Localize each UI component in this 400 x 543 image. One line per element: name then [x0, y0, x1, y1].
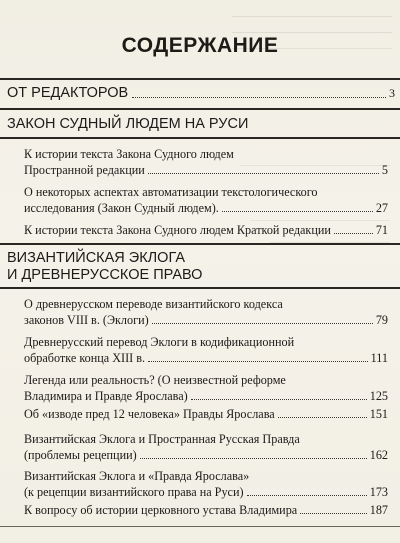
page-number: 111: [370, 351, 388, 365]
toc-entry[interactable]: [24, 468, 388, 500]
toc-entry[interactable]: [24, 406, 388, 422]
page-number: 125: [369, 389, 388, 403]
toc-entry[interactable]: [24, 296, 388, 328]
entry-text: Об «изводе пред 12 человека» Правды Ярослава: [24, 407, 275, 421]
entry-text: Византийская Эклога и Пространная Русская Правда: [24, 432, 300, 446]
page-number: 162: [369, 448, 388, 462]
dot-leader: [140, 457, 367, 459]
page-number: 173: [369, 485, 388, 499]
page-number: 187: [369, 503, 388, 517]
entry-text: ОТ РЕДАКТОРОВ: [7, 85, 129, 101]
toc-entry[interactable]: [24, 502, 388, 518]
entry-text: законов VIII в. (Эклоги): [24, 313, 149, 327]
section-heading-zakon-sudny: ЗАКОН СУДНЫЙ ЛЮДЕМ НА РУСИ: [7, 116, 249, 132]
dot-leader: [300, 512, 367, 514]
page-number: 3: [389, 86, 395, 100]
divider-rule: [0, 78, 400, 80]
dot-leader: [148, 172, 379, 174]
dot-leader: [191, 398, 367, 400]
toc-title: СОДЕРЖАНИЕ: [121, 34, 279, 57]
dot-leader: [152, 322, 373, 324]
entry-text: К вопросу об истории церковного устава Владимира: [24, 503, 298, 517]
entry-text: К истории текста Закона Судного людем: [24, 147, 234, 161]
entry-text: К истории текста Закона Судного людем Краткой редакции: [24, 223, 331, 237]
entry-text: Владимира и Правде Ярослава): [24, 389, 188, 403]
toc-entry[interactable]: [24, 334, 388, 366]
divider-rule: [0, 287, 400, 289]
entry-text: Древнерусский перевод Эклоги в кодификационной: [24, 335, 295, 349]
page-number: 5: [381, 163, 388, 177]
divider-rule: [0, 108, 400, 110]
toc-entry[interactable]: [24, 146, 388, 178]
divider-rule: [0, 243, 400, 245]
entry-text: Пространной редакции: [24, 163, 145, 177]
entry-text: (проблемы рецепции): [24, 448, 137, 462]
dot-leader: [222, 210, 373, 212]
toc-entry-editors[interactable]: [7, 84, 395, 102]
toc-entry[interactable]: [24, 372, 388, 404]
dot-leader: [132, 96, 386, 98]
entry-text: Византийская Эклога и «Правда Ярослава»: [24, 469, 250, 483]
dot-leader: [247, 494, 367, 496]
entry-text: обработке конца XIII в.: [24, 351, 146, 365]
page-number: 71: [375, 223, 388, 237]
entry-text: О некоторых аспектах автоматизации текстологического: [24, 185, 318, 199]
dot-leader: [334, 232, 373, 234]
entry-text: О древнерусском переводе византийского кодекса: [24, 297, 283, 311]
section-heading-eklogа-line1: ВИЗАНТИЙСКАЯ ЭКЛОГА: [7, 250, 186, 266]
toc-entry[interactable]: [24, 184, 388, 216]
entry-text: Легенда или реальность? (О неизвестной реформе: [24, 373, 286, 387]
page-number: 79: [375, 313, 388, 327]
page-number: 27: [375, 201, 388, 215]
entry-text: исследования (Закон Судный людем).: [24, 201, 219, 215]
toc-entry[interactable]: [24, 222, 388, 238]
show-through-decoration: [232, 22, 392, 33]
divider-rule: [0, 137, 400, 139]
toc-entry[interactable]: [24, 431, 388, 463]
divider-rule: [0, 526, 400, 527]
entry-text: (к рецепции византийского права на Руси): [24, 485, 244, 499]
dot-leader: [148, 360, 368, 362]
page-number: 151: [369, 407, 388, 421]
show-through-decoration: [232, 6, 392, 17]
dot-leader: [278, 416, 367, 418]
section-heading-ekloga-line2: И ДРЕВНЕРУССКОЕ ПРАВО: [7, 267, 203, 283]
